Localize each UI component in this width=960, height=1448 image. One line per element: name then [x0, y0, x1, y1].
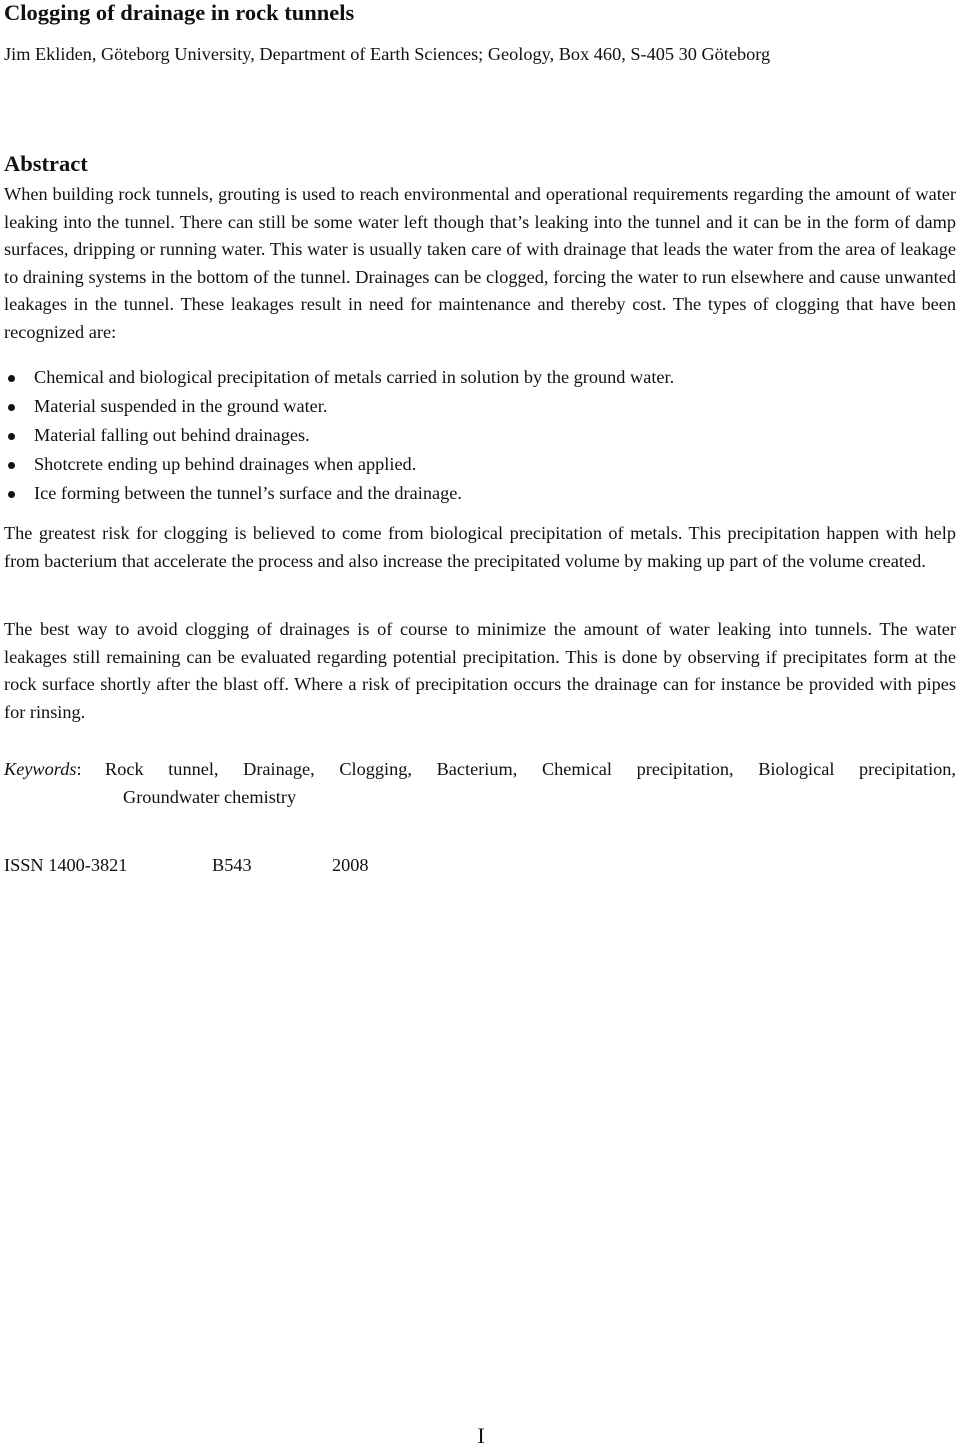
keywords-line-2: Groundwater chemistry: [123, 787, 297, 807]
list-item-text: Material falling out behind drainages.: [34, 425, 310, 445]
abstract-paragraph-3: The best way to avoid clogging of drainages is of course to minimize the amount of water leaking into tunnels. The water leakages still remaining can be evaluated regarding potential precipitation. This is done by observing if precipitates form at the rock surface shortly after the blast off. Where a risk of precipitation occurs the drainage can for instance be provided with pipes for rinsing.: [4, 619, 956, 722]
abstract-paragraph-2: The greatest risk for clogging is believed to come from biological precipitation of metals. This precipitation happen with help from bacterium that accelerate the process and also increase the precipitated volume by making up part of the volume created.: [4, 523, 956, 571]
keywords-line-1: Rock tunnel, Drainage, Clogging, Bacterium, Chemical precipitation, Biological precipitation,: [105, 759, 956, 779]
list-item: [0, 392, 960, 421]
list-item-text: Shotcrete ending up behind drainages when applied.: [34, 454, 417, 474]
keywords-section: [4, 755, 956, 811]
author-affiliation: Jim Ekliden, Göteborg University, Department of Earth Sciences; Geology, Box 460, S-405 30 Göteborg: [4, 44, 771, 64]
list-item-text: Chemical and biological precipitation of metals carried in solution by the ground water.: [34, 367, 675, 387]
list-item: [0, 363, 960, 392]
bullet-icon: [8, 404, 15, 411]
list-item: [0, 421, 960, 450]
bullet-icon: [8, 433, 15, 440]
keywords-label-wrap: [4, 755, 105, 783]
page-number: I: [477, 1423, 485, 1448]
list-item: [0, 479, 960, 508]
list-item-text: Material suspended in the ground water.: [34, 396, 328, 416]
page-number-wrap: [0, 1425, 960, 1447]
bullet-icon: [8, 375, 15, 382]
bullet-icon: [8, 462, 15, 469]
abstract-heading: Abstract: [4, 151, 88, 176]
keywords-label: Keywords: [4, 759, 77, 779]
document-title: Clogging of drainage in rock tunnels: [4, 0, 355, 25]
list-item-text: Ice forming between the tunnel’s surface and the drainage.: [34, 483, 462, 503]
abstract-paragraph-1: When building rock tunnels, grouting is used to reach environmental and operational requirements regarding the amount of water leaking into the tunnel. There can still be some water left though that’s leaking into the tunnel and it can be in the form of damp surfaces, dripping or running water. This water is usually taken care of with drainage that leads the water from the area of leakage to draining systems in the bottom of the tunnel. Drainages can be clogged, forcing the water to run elsewhere and cause unwanted leakages in the tunnel. These leakages result in need for maintenance and thereby cost. The types of clogging that have been recognized are:: [4, 184, 956, 342]
keywords-separator: :: [76, 759, 82, 779]
issn-number: ISSN 1400-3821: [4, 855, 128, 875]
publication-year: 2008: [332, 855, 369, 875]
bullet-icon: [8, 491, 15, 498]
list-item: [0, 450, 960, 479]
clogging-types-list: [0, 363, 960, 508]
series-number: B543: [212, 855, 252, 875]
